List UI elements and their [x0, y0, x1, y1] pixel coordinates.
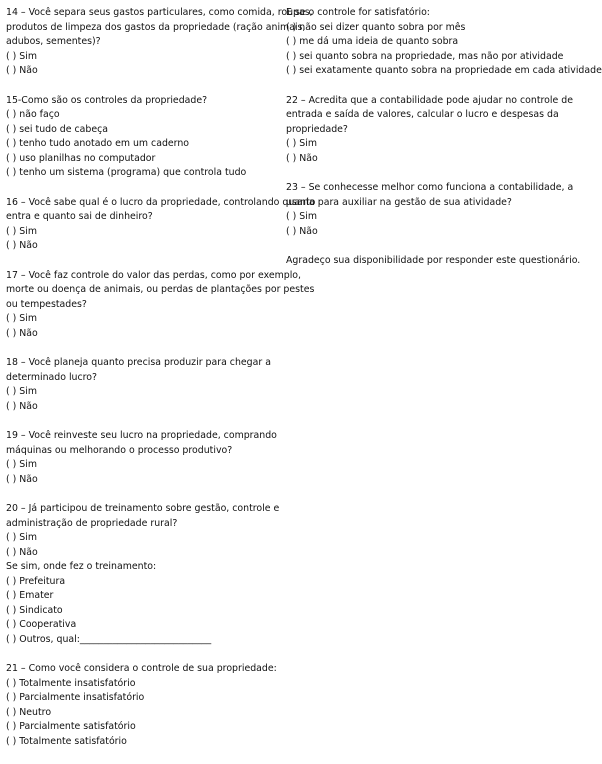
- question-text: 21 – Como você considera o controle de sua propriedade:: [6, 663, 277, 674]
- question-text: 16 – Você sabe qual é o lucro da propriedade, controlando quanto: [6, 196, 316, 208]
- question-block: [6, 429, 277, 487]
- question-block: [6, 6, 313, 79]
- question-text: máquinas ou melhorando o processo produtivo?: [6, 444, 233, 456]
- question-block: [286, 94, 573, 167]
- answer-option[interactable]: ( ) Cooperativa: [6, 619, 77, 630]
- answer-option[interactable]: ( ) Não: [286, 152, 318, 164]
- question-text: 17 – Você faz controle do valor das perdas, como por exemplo,: [6, 269, 302, 281]
- answer-option[interactable]: ( ) Prefeitura: [6, 575, 66, 587]
- answer-option[interactable]: ( ) Não: [6, 473, 38, 485]
- answer-option[interactable]: Se sim, onde fez o treinamento:: [6, 561, 157, 572]
- answer-option[interactable]: ( ) uso planilhas no computador: [6, 152, 156, 164]
- question-text: 20 – Já participou de treinamento sobre gestão, controle e: [6, 503, 280, 514]
- question-block: [6, 662, 277, 749]
- answer-option[interactable]: ( ) Parcialmente insatisfatório: [6, 692, 145, 703]
- question-block: [286, 181, 574, 239]
- right-column: [286, 6, 602, 269]
- question-text: morte ou doença de animais, ou perdas de plantações por pestes: [6, 284, 315, 295]
- answer-option[interactable]: ( ) Sim: [6, 50, 37, 62]
- answer-option[interactable]: ( ) Sindicato: [6, 604, 63, 616]
- answer-option[interactable]: ( ) Não: [286, 225, 318, 237]
- question-text: usaria para auxiliar na gestão de sua atividade?: [286, 196, 512, 208]
- question-block: [286, 6, 602, 79]
- answer-option[interactable]: ( ) Sim: [6, 313, 37, 324]
- question-text: ou tempestades?: [6, 298, 87, 310]
- answer-option[interactable]: ( ) Sim: [286, 138, 317, 149]
- question-text: administração de propriedade rural?: [6, 517, 178, 529]
- question-block: [6, 196, 316, 254]
- question-text: E se o controle for satisfatório:: [286, 7, 430, 18]
- answer-option[interactable]: ( ) tenho tudo anotado em um caderno: [6, 138, 190, 149]
- answer-option[interactable]: ( ) Parcialmente satisfatório: [6, 721, 136, 732]
- question-text: 22 – Acredita que a contabilidade pode ajudar no controle de: [286, 94, 573, 106]
- question-text: 23 – Se conhecesse melhor como funciona a contabilidade, a: [286, 182, 574, 193]
- answer-option[interactable]: ( ) Não: [6, 65, 38, 76]
- question-block: [6, 356, 271, 414]
- answer-option[interactable]: ( ) sei exatamente quanto sobra na propriedade em cada atividade: [286, 65, 602, 76]
- question-block: [6, 269, 315, 342]
- answer-option[interactable]: ( ) Outros, qual:____________________________: [6, 633, 212, 645]
- question-text: propriedade?: [286, 123, 348, 135]
- answer-option[interactable]: ( ) Emater: [6, 590, 54, 601]
- answer-option[interactable]: ( ) me dá uma ideia de quanto sobra: [286, 36, 459, 47]
- question-block: [6, 502, 280, 647]
- answer-option[interactable]: ( ) sei quanto sobra na propriedade, mas não por atividade: [286, 50, 564, 62]
- answer-option[interactable]: ( ) Neutro: [6, 706, 52, 718]
- answer-option[interactable]: ( ) Sim: [286, 211, 317, 222]
- answer-option[interactable]: ( ) não faço: [6, 109, 60, 120]
- answer-option[interactable]: ( ) Totalmente insatisfatório: [6, 677, 136, 689]
- answer-option[interactable]: ( ) Sim: [6, 459, 37, 470]
- answer-option[interactable]: ( ) Sim: [6, 386, 37, 397]
- answer-option[interactable]: ( ) tenho um sistema (programa) que controla tudo: [6, 167, 247, 178]
- closing-note: Agradeço sua disponibilidade por responder este questionário.: [286, 255, 581, 266]
- question-text: determinado lucro?: [6, 371, 98, 383]
- answer-option[interactable]: ( ) Totalmente satisfatório: [6, 735, 127, 747]
- question-text: entra e quanto sai de dinheiro?: [6, 211, 153, 222]
- question-text: entrada e saída de valores, calcular o lucro e despesas da: [286, 109, 559, 120]
- answer-option[interactable]: ( ) Não: [6, 240, 38, 251]
- answer-option[interactable]: ( ) sei tudo de cabeça: [6, 123, 109, 135]
- question-block: [6, 94, 268, 181]
- question-text: 19 – Você reinveste seu lucro na propriedade, comprando: [6, 430, 277, 441]
- question-text: adubos, sementes)?: [6, 36, 101, 47]
- answer-option[interactable]: ( ) Não: [6, 400, 38, 412]
- question-text: produtos de limpeza dos gastos da propriedade (ração animais,: [6, 21, 306, 33]
- answer-option[interactable]: ( ) não sei dizer quanto sobra por mês: [286, 21, 466, 33]
- answer-option[interactable]: ( ) Sim: [6, 532, 37, 543]
- left-column: [6, 6, 316, 764]
- answer-option[interactable]: ( ) Não: [6, 327, 38, 339]
- answer-option[interactable]: ( ) Não: [6, 546, 38, 558]
- question-text: 18 – Você planeja quanto precisa produzir para chegar a: [6, 357, 271, 368]
- answer-option[interactable]: ( ) Sim: [6, 225, 37, 237]
- question-text: 15-Como são os controles da propriedade?: [6, 94, 208, 106]
- question-text: 14 – Você separa seus gastos particulares, como comida, roupas,: [6, 7, 313, 18]
